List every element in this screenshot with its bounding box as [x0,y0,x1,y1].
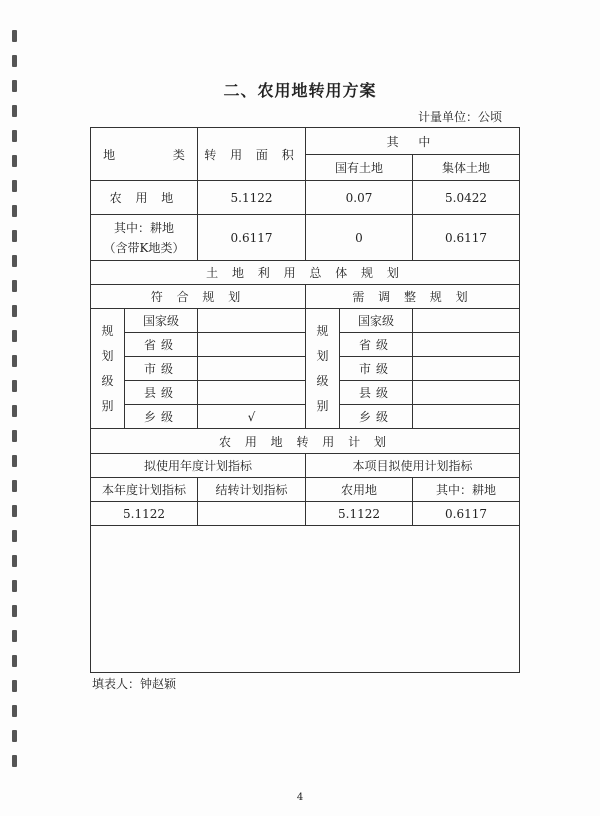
current-year-indicator-value: 5.1122 [91,502,198,526]
planned-year-indicator-header: 拟使用年度计划指标 [91,454,306,478]
current-year-indicator-header: 本年度计划指标 [91,478,198,502]
conform-side-label: 规 划 级 别 [91,309,125,429]
planning-section-title: 土 地 利 用 总 体 规 划 [91,261,520,285]
conform-level: 省级 [125,333,198,357]
blank-notes-area [91,526,520,673]
agri-land-label: 农 用 地 [91,181,198,215]
conform-mark-checked: √ [198,405,306,429]
conversion-table [90,127,520,673]
conform-mark [198,333,306,357]
arable-land-indicator-value: 0.6117 [413,502,520,526]
binding-holes [12,30,20,780]
area-header: 转 用 面 积 [198,128,306,181]
conform-mark [198,357,306,381]
adjust-plan-header: 需 调 整 规 划 [306,285,520,309]
filler-name: 填表人：钟赵颖 [92,677,177,691]
agri-land-collective: 5.0422 [413,181,520,215]
conform-plan-header: 符 合 规 划 [91,285,306,309]
conform-level: 市级 [125,357,198,381]
arable-land-label: 其中：耕地 （含带K地类） [91,215,198,261]
arable-land-indicator-header: 其中：耕地 [413,478,520,502]
conform-mark [198,381,306,405]
agri-land-indicator-value: 5.1122 [306,502,413,526]
conform-level: 县级 [125,381,198,405]
adjust-level: 乡级 [340,405,413,429]
page-title: 二、农用地转用方案 [223,81,377,100]
among-header: 其 中 [306,128,520,155]
adjust-mark [413,333,520,357]
conform-level: 国家级 [125,309,198,333]
agri-land-area: 5.1122 [198,181,306,215]
adjust-mark [413,405,520,429]
adjust-mark [413,381,520,405]
adjust-level: 省级 [340,333,413,357]
adjust-mark [413,357,520,381]
adjust-side-label: 规 划 级 别 [306,309,340,429]
arable-land-collective: 0.6117 [413,215,520,261]
adjust-level: 国家级 [340,309,413,333]
adjust-level: 市级 [340,357,413,381]
carry-over-indicator-header: 结转计划指标 [198,478,306,502]
arable-land-area: 0.6117 [198,215,306,261]
carry-over-indicator-value [198,502,306,526]
conform-level: 乡级 [125,405,198,429]
conversion-plan-section-title: 农 用 地 转 用 计 划 [91,429,520,454]
agri-land-indicator-header: 农用地 [306,478,413,502]
adjust-level: 县级 [340,381,413,405]
state-land-header: 国有土地 [306,155,413,181]
arable-land-state: 0 [306,215,413,261]
measurement-unit: 计量单位：公顷 [417,110,502,124]
conform-mark [198,309,306,333]
collective-land-header: 集体土地 [413,155,520,181]
category-header: 地 类 [91,128,198,181]
project-indicator-header: 本项目拟使用计划指标 [306,454,520,478]
page-number: 4 [296,792,304,803]
agri-land-state: 0.07 [306,181,413,215]
adjust-mark [413,309,520,333]
